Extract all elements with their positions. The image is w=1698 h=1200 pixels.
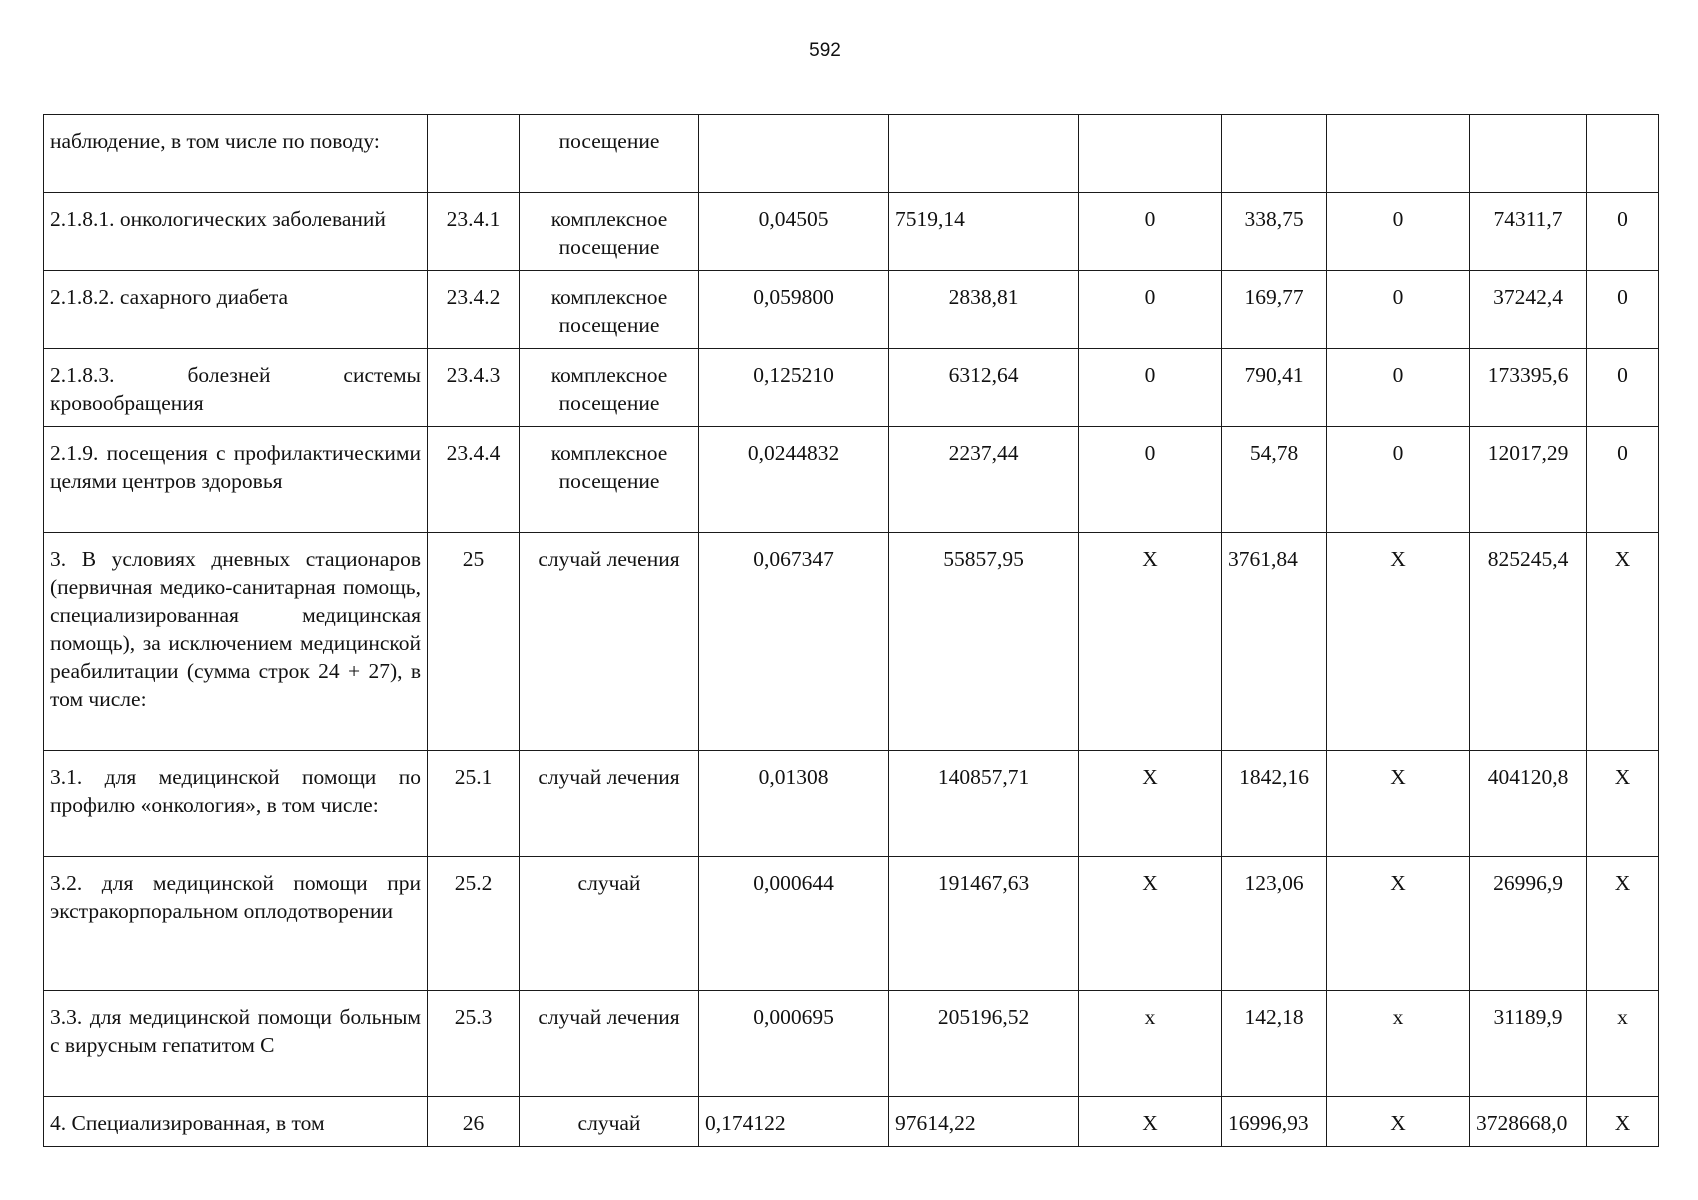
row-value-cell bbox=[1222, 115, 1327, 193]
row-norm-cell: 0,0244832 bbox=[699, 427, 889, 533]
row-unit-cell: комплексное посещение bbox=[520, 349, 699, 427]
row-unit-cell: комплексное посещение bbox=[520, 427, 699, 533]
row-value-cell: Х bbox=[1327, 1097, 1470, 1147]
row-value-cell: 74311,7 bbox=[1470, 193, 1587, 271]
row-value-cell bbox=[1470, 115, 1587, 193]
row-cost-cell: 2838,81 bbox=[889, 271, 1079, 349]
row-name-cell: 3.3. для медицинской помощи больным с вирусным гепатитом С bbox=[44, 991, 428, 1097]
row-cost-cell: 7519,14 bbox=[889, 193, 1079, 271]
table-row bbox=[44, 751, 1659, 857]
row-value-cell: 0 bbox=[1327, 193, 1470, 271]
row-code-cell: 23.4.3 bbox=[428, 349, 520, 427]
row-value-cell: Х bbox=[1079, 751, 1222, 857]
row-unit-cell: случай bbox=[520, 1097, 699, 1147]
row-cost-cell bbox=[889, 115, 1079, 193]
row-value-cell bbox=[1327, 115, 1470, 193]
row-value-cell: 0 bbox=[1079, 193, 1222, 271]
row-value-cell: 16996,93 bbox=[1222, 1097, 1327, 1147]
table-row bbox=[44, 1097, 1659, 1147]
row-code-cell bbox=[428, 115, 520, 193]
row-name-cell: 2.1.8.1. онкологических заболеваний bbox=[44, 193, 428, 271]
row-value-cell: 0 bbox=[1587, 193, 1659, 271]
row-name-cell: 4. Специализированная, в том bbox=[44, 1097, 428, 1147]
table-row bbox=[44, 115, 1659, 193]
row-unit-cell: случай лечения bbox=[520, 751, 699, 857]
row-cost-cell: 97614,22 bbox=[889, 1097, 1079, 1147]
row-code-cell: 25.3 bbox=[428, 991, 520, 1097]
row-name-cell: 3.1. для медицинской помощи по профилю «онкология», в том числе: bbox=[44, 751, 428, 857]
row-norm-cell: 0,000644 bbox=[699, 857, 889, 991]
row-unit-cell: посещение bbox=[520, 115, 699, 193]
page-number: 592 bbox=[809, 40, 841, 61]
row-value-cell: х bbox=[1327, 991, 1470, 1097]
row-value-cell: 825245,4 bbox=[1470, 533, 1587, 751]
row-value-cell: 54,78 bbox=[1222, 427, 1327, 533]
table-row bbox=[44, 193, 1659, 271]
row-norm-cell bbox=[699, 115, 889, 193]
row-name-cell: 2.1.9. посещения с профилактическими целями центров здоровья bbox=[44, 427, 428, 533]
row-code-cell: 25.2 bbox=[428, 857, 520, 991]
row-value-cell: 338,75 bbox=[1222, 193, 1327, 271]
row-value-cell: 123,06 bbox=[1222, 857, 1327, 991]
row-value-cell: 37242,4 bbox=[1470, 271, 1587, 349]
row-value-cell: 0 bbox=[1327, 349, 1470, 427]
row-code-cell: 25 bbox=[428, 533, 520, 751]
row-cost-cell: 205196,52 bbox=[889, 991, 1079, 1097]
table-row bbox=[44, 857, 1659, 991]
row-code-cell: 23.4.2 bbox=[428, 271, 520, 349]
row-value-cell: Х bbox=[1587, 751, 1659, 857]
row-name-cell: 3. В условиях дневных стационаров (первичная медико-санитарная помощь, специализированная медицинская помощь), за исключением медицинской реабилитации (сумма строк 24 + 27), в том числе: bbox=[44, 533, 428, 751]
row-code-cell: 26 bbox=[428, 1097, 520, 1147]
row-value-cell: Х bbox=[1587, 533, 1659, 751]
row-norm-cell: 0,067347 bbox=[699, 533, 889, 751]
row-value-cell: 404120,8 bbox=[1470, 751, 1587, 857]
row-value-cell: 0 bbox=[1327, 427, 1470, 533]
row-code-cell: 25.1 bbox=[428, 751, 520, 857]
row-norm-cell: 0,059800 bbox=[699, 271, 889, 349]
row-value-cell: Х bbox=[1587, 857, 1659, 991]
row-value-cell: Х bbox=[1079, 533, 1222, 751]
row-value-cell: 3728668,0 bbox=[1470, 1097, 1587, 1147]
row-norm-cell: 0,174122 bbox=[699, 1097, 889, 1147]
table-row bbox=[44, 271, 1659, 349]
row-norm-cell: 0,01308 bbox=[699, 751, 889, 857]
row-value-cell: Х bbox=[1327, 751, 1470, 857]
table-row bbox=[44, 991, 1659, 1097]
row-cost-cell: 140857,71 bbox=[889, 751, 1079, 857]
row-value-cell: Х bbox=[1079, 857, 1222, 991]
row-name-cell: 2.1.8.3. болезней системы кровообращения bbox=[44, 349, 428, 427]
row-name-cell: 3.2. для медицинской помощи при экстракорпоральном оплодотворении bbox=[44, 857, 428, 991]
row-name-cell: 2.1.8.2. сахарного диабета bbox=[44, 271, 428, 349]
row-unit-cell: комплексное посещение bbox=[520, 193, 699, 271]
row-cost-cell: 2237,44 bbox=[889, 427, 1079, 533]
row-value-cell: 31189,9 bbox=[1470, 991, 1587, 1097]
row-norm-cell: 0,125210 bbox=[699, 349, 889, 427]
row-value-cell: 0 bbox=[1587, 349, 1659, 427]
table-row bbox=[44, 349, 1659, 427]
row-value-cell: 169,77 bbox=[1222, 271, 1327, 349]
row-code-cell: 23.4.1 bbox=[428, 193, 520, 271]
row-value-cell: 0 bbox=[1327, 271, 1470, 349]
row-unit-cell: случай лечения bbox=[520, 533, 699, 751]
row-value-cell: 0 bbox=[1587, 427, 1659, 533]
row-value-cell: 173395,6 bbox=[1470, 349, 1587, 427]
row-value-cell: 0 bbox=[1079, 427, 1222, 533]
row-value-cell: х bbox=[1587, 991, 1659, 1097]
row-unit-cell: случай bbox=[520, 857, 699, 991]
row-code-cell: 23.4.4 bbox=[428, 427, 520, 533]
row-cost-cell: 6312,64 bbox=[889, 349, 1079, 427]
row-unit-cell: комплексное посещение bbox=[520, 271, 699, 349]
data-table bbox=[43, 114, 1659, 1147]
row-value-cell bbox=[1587, 115, 1659, 193]
row-value-cell: х bbox=[1079, 991, 1222, 1097]
row-value-cell: 0 bbox=[1587, 271, 1659, 349]
row-norm-cell: 0,04505 bbox=[699, 193, 889, 271]
row-value-cell: Х bbox=[1079, 1097, 1222, 1147]
row-value-cell: 1842,16 bbox=[1222, 751, 1327, 857]
row-value-cell: 0 bbox=[1079, 349, 1222, 427]
row-value-cell: Х bbox=[1587, 1097, 1659, 1147]
row-value-cell: Х bbox=[1327, 533, 1470, 751]
row-value-cell: 142,18 bbox=[1222, 991, 1327, 1097]
row-name-cell: наблюдение, в том числе по поводу: bbox=[44, 115, 428, 193]
row-cost-cell: 191467,63 bbox=[889, 857, 1079, 991]
row-value-cell: Х bbox=[1327, 857, 1470, 991]
table-row bbox=[44, 533, 1659, 751]
row-value-cell: 0 bbox=[1079, 271, 1222, 349]
row-norm-cell: 0,000695 bbox=[699, 991, 889, 1097]
row-cost-cell: 55857,95 bbox=[889, 533, 1079, 751]
row-value-cell: 26996,9 bbox=[1470, 857, 1587, 991]
row-value-cell: 790,41 bbox=[1222, 349, 1327, 427]
table-row bbox=[44, 427, 1659, 533]
row-value-cell: 3761,84 bbox=[1222, 533, 1327, 751]
row-value-cell: 12017,29 bbox=[1470, 427, 1587, 533]
row-value-cell bbox=[1079, 115, 1222, 193]
row-unit-cell: случай лечения bbox=[520, 991, 699, 1097]
